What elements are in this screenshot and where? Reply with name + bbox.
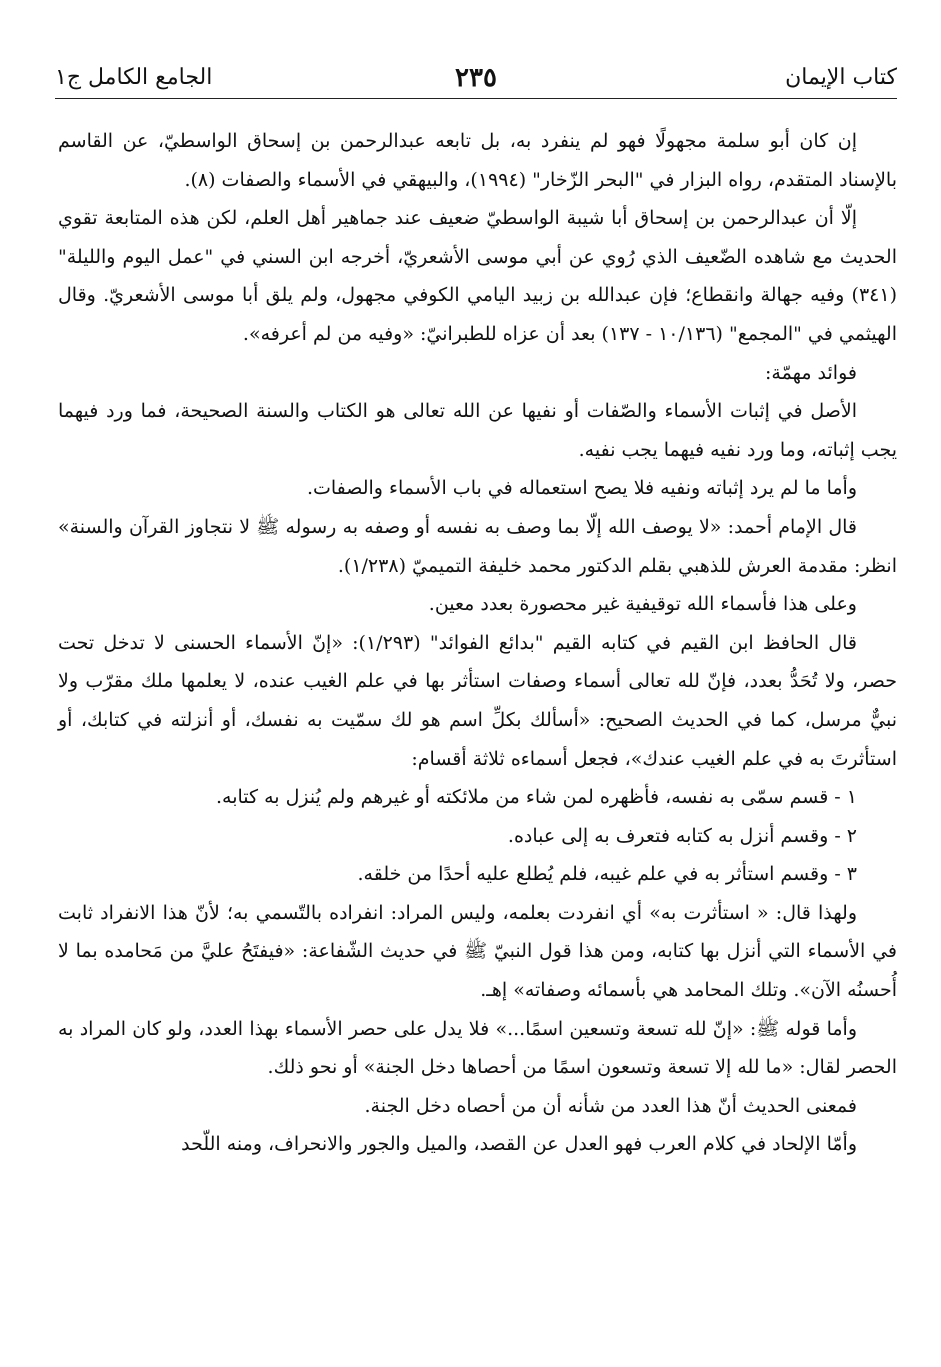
paragraph: فمعنى الحديث أنّ هذا العدد من شأنه أن من أحصاه دخل الجنة.	[364, 1094, 857, 1117]
paragraph: إن كان أبو سلمة مجهولًا فهو لم ينفرد به، بل تابعه عبدالرحمن بن إسحاق الواسطيّ، عن القاسم بالإسناد المتقدم، رواه البزار في "البحر الزّخار" (١٩٩٤)، والبيهقي في الأسماء والصفات (٨).	[58, 130, 897, 191]
running-header	[55, 58, 897, 99]
book-title: كتاب الإيمان	[785, 65, 897, 90]
list-item: ٣ - وقسم استأثر به في علم غيبه، فلم يُطلع عليه أحدًا من خلقه.	[357, 863, 857, 886]
paragraph: ولهذا قال: « استأثرت به» أي انفردت بعلمه، وليس المراد: انفراده بالتّسمي به؛ لأنّ هذا الانفراد ثابت في الأسماء التي أنزل بها كتابه، ومن هذا قول النبيّ ﷺ في حديث الشّفاعة: «فيفتَحُ عليَّ من مَحامده بما لا أُحسنُه الآن». وتلك المحامد هي بأسمائه وصفاته» إهـ.	[58, 901, 897, 1002]
paragraph: وأما قوله ﷺ: «إنّ لله تسعة وتسعين اسمًا...» فلا يدل على حصر الأسماء بهذا العدد، ولو كان المراد به الحصر لقال: «ما لله إلا تسعة وتسعون اسمًا من أحصاها دخل الجنة» أو نحو ذلك.	[58, 1017, 897, 1079]
paragraph: وأمّا الإلحاد في كلام العرب فهو العدل عن القصد، والميل والجور والانحراف، ومنه اللّحد	[181, 1133, 857, 1156]
paragraph: وعلى هذا فأسماء الله توقيفية غير محصورة بعدد معين.	[428, 593, 857, 616]
list-item: ١ - قسم سمّى به نفسه، فأظهره لمن شاء من ملائكته أو غيرهم ولم يُنزل به كتابه.	[215, 786, 857, 809]
list-item: ٢ - وقسم أنزل به كتابه فتعرف به إلى عباده.	[507, 824, 857, 847]
paragraph: قال الإمام أحمد: «لا يوصف الله إلّا بما وصف به نفسه أو وصفه به رسوله ﷺ لا نتجاوز القرآن والسنة» انظر: مقدمة العرش للذهبي بقلم الدكتور محمد خليفة التميميّ (١/٢٣٨).	[58, 515, 897, 577]
paragraph: إلّا أن عبدالرحمن بن إسحاق أبا شيبة الواسطيّ ضعيف عند جماهير أهل العلم، لكن هذه المتابعة تقوي الحديث مع شاهده الضّعيف الذي رُوي عن أبي موسى الأشعريّ، أخرجه ابن السني في "عمل اليوم والليلة" (٣٤١) وفيه جهالة وانقطاع؛ فإن عبدالله بن زبيد اليامي الكوفي مجهول، ولم يلق أبا موسى الأشعريّ. وقال الهيثمي في "المجمع" (١٠/١٣٦ - ١٣٧) بعد أن عزاه للطبرانيّ: «وفيه من لم أعرفه».	[58, 207, 897, 345]
page-body	[58, 122, 897, 1347]
page-number: ٢٣٥	[455, 63, 497, 93]
section-heading: فوائد مهمّة:	[765, 361, 857, 384]
paragraph: وأما ما لم يرد إثباته ونفيه فلا يصح استعماله في باب الأسماء والصفات.	[306, 477, 857, 500]
paragraph: قال الحافظ ابن القيم في كتابه القيم "بدائع الفوائد" (١/٢٩٣): «إنّ الأسماء الحسنى لا تدخل تحت حصر، ولا تُحَدُّ بعدد، فإنّ لله تعالى أسماء وصفات استأثر بها في علم الغيب عنده، لا يعلمها ملك مقرّب ولا نبيٌّ مرسل، كما في الحديث الصحيح: «أسألك بكلِّ اسم هو لك سمّيت به نفسك، أو أنزلته في كتابك، أو استأثرتَ به في علم الغيب عندك»، فجعل أسماءه ثلاثة أقسام:	[58, 631, 897, 770]
paragraph: الأصل في إثبات الأسماء والصّفات أو نفيها عن الله تعالى هو الكتاب والسنة الصحيحة، فما ورد فيهما يجب إثباته، وما ورد نفيه فيهما يجب نفيه.	[58, 400, 897, 461]
collection-title: الجامع الكامل ج١	[55, 65, 213, 90]
